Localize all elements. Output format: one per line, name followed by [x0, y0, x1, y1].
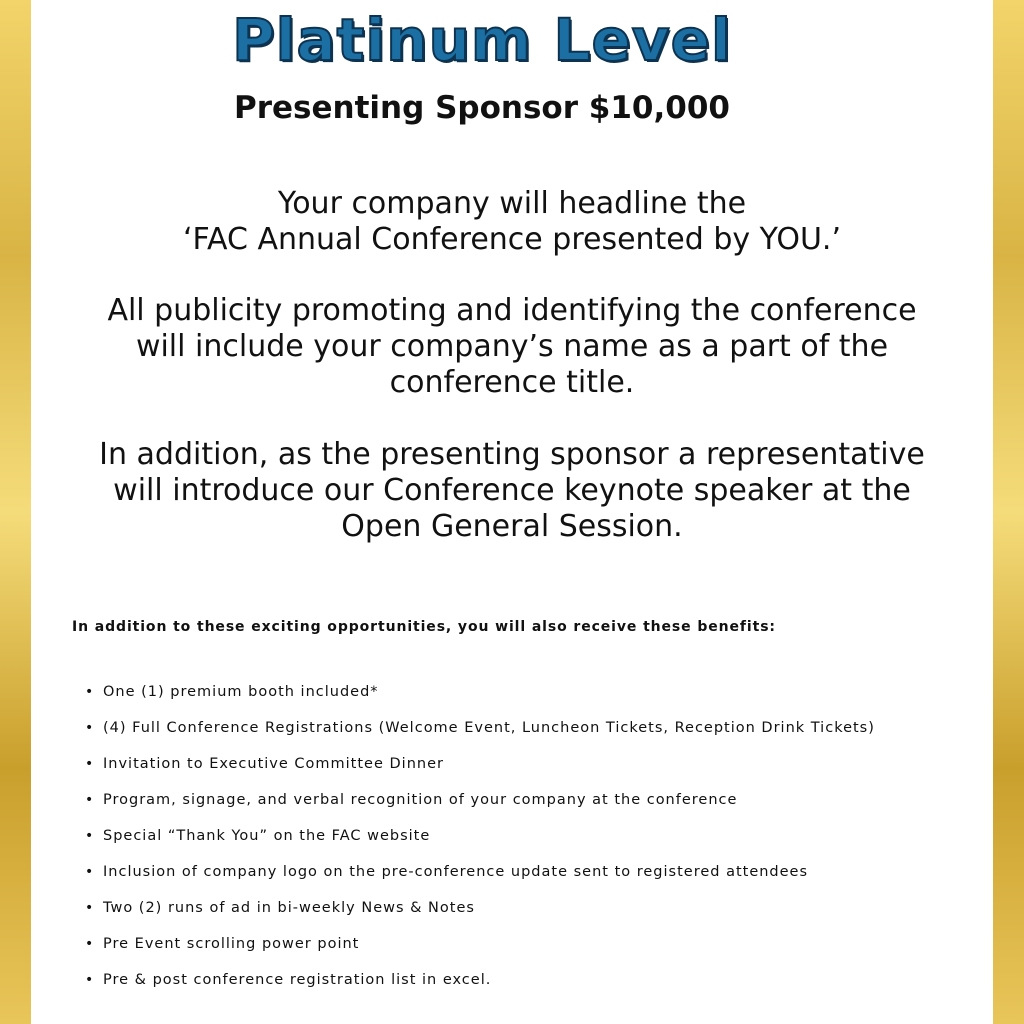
- list-item: [81, 752, 981, 788]
- benefit-text: Pre Event scrolling power point: [103, 936, 360, 952]
- bullet-icon: •: [85, 972, 95, 988]
- bullet-icon: •: [85, 864, 95, 880]
- content-panel: [31, 0, 993, 1024]
- list-item: [81, 788, 981, 824]
- list-item: [81, 896, 981, 932]
- list-item: [81, 968, 981, 1004]
- bullet-icon: •: [85, 828, 95, 844]
- benefits-lead: In addition to these exciting opportunities, you will also receive these benefits:: [72, 619, 776, 635]
- intro-paragraph-2: All publicity promoting and identifying the conference will include your company’s name as a part of the conference title.: [107, 293, 917, 400]
- bullet-icon: •: [85, 720, 95, 736]
- intro-paragraph-3: In addition, as the presenting sponsor a representative will introduce our Conference keynote speaker at the Open General Session.: [99, 437, 925, 544]
- benefits-list: [81, 680, 981, 1004]
- list-item: [81, 932, 981, 968]
- benefit-text: Invitation to Executive Committee Dinner: [103, 756, 444, 772]
- bullet-icon: •: [85, 684, 95, 700]
- benefit-text: Special “Thank You” on the FAC website: [103, 828, 431, 844]
- gold-border-left: [0, 0, 31, 1024]
- bullet-icon: •: [85, 936, 95, 952]
- benefit-text: One (1) premium booth included*: [103, 684, 379, 700]
- page-title: Platinum Level: [232, 6, 732, 74]
- bullet-icon: •: [85, 756, 95, 772]
- bullet-icon: •: [85, 900, 95, 916]
- list-item: [81, 680, 981, 716]
- bullet-icon: •: [85, 792, 95, 808]
- benefit-text: Pre & post conference registration list in excel.: [103, 972, 492, 988]
- list-item: [81, 716, 981, 752]
- list-item: [81, 824, 981, 860]
- sponsor-subtitle: Presenting Sponsor $10,000: [234, 90, 730, 126]
- benefit-text: Program, signage, and verbal recognition of your company at the conference: [103, 792, 738, 808]
- gold-border-right: [993, 0, 1024, 1024]
- intro-paragraph-1: Your company will headline the ‘FAC Annual Conference presented by YOU.’: [182, 186, 842, 257]
- benefit-text: (4) Full Conference Registrations (Welcome Event, Luncheon Tickets, Reception Drink Tickets): [103, 720, 875, 736]
- benefit-text: Two (2) runs of ad in bi-weekly News & Notes: [103, 900, 475, 916]
- benefit-text: Inclusion of company logo on the pre-conference update sent to registered attendees: [103, 864, 809, 880]
- list-item: [81, 860, 981, 896]
